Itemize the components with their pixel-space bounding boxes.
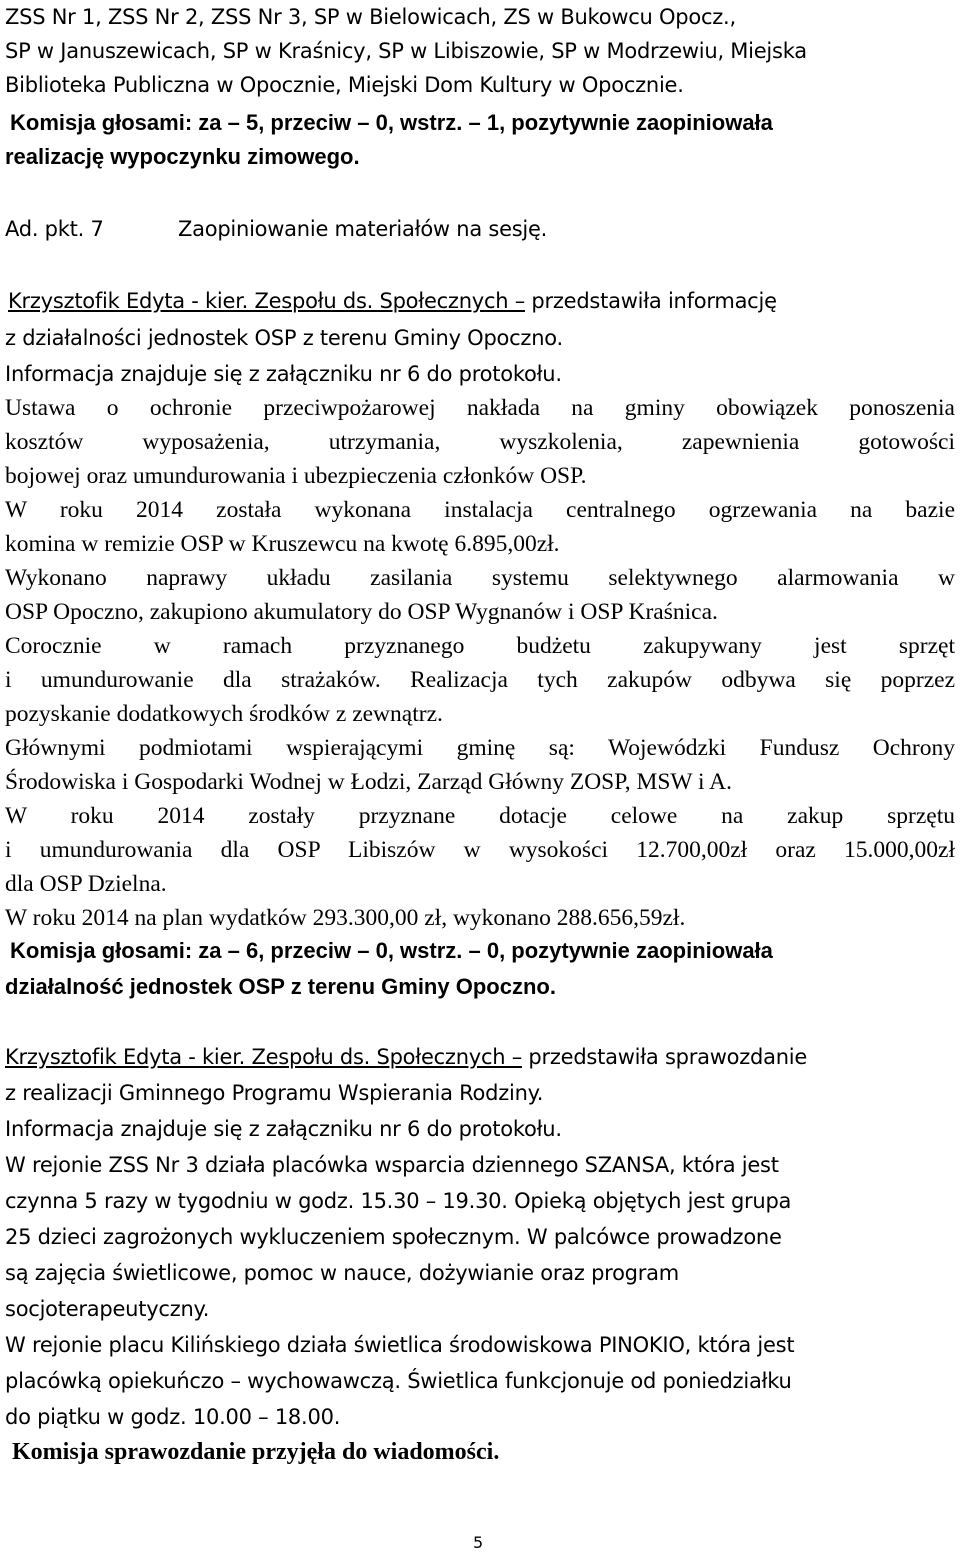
body-line: i umundurowania dla OSP Libiszów w wysokości 12.700,00zł oraz 15.000,00zł bbox=[5, 837, 955, 863]
body-line: do piątku w godz. 10.00 – 18.00. bbox=[5, 1405, 341, 1429]
body-line: Ustawa o ochronie przeciwpożarowej nakłada na gminy obowiązek ponoszenia bbox=[5, 395, 955, 421]
vote-result-line: Komisja głosami: za – 5, przeciw – 0, wstrz. – 1, pozytywnie zaopiniowała bbox=[10, 110, 773, 135]
body-line: placówką opiekuńczo – wychowawczą. Świetlica funkcjonuje od poniedziałku bbox=[5, 1369, 792, 1393]
body-line: W roku 2014 na plan wydatków 293.300,00 zł, wykonano 288.656,59zł. bbox=[5, 905, 686, 931]
body-line: z działalności jednostek OSP z terenu Gminy Opoczno. bbox=[5, 326, 563, 350]
body-line: pozyskanie dodatkowych środków z zewnątrz. bbox=[5, 701, 443, 727]
body-line: Informacja znajduje się z załączniku nr 6 do protokołu. bbox=[5, 1117, 562, 1141]
body-line: kosztów wyposażenia, utrzymania, wyszkolenia, zapewnienia gotowości bbox=[5, 429, 955, 455]
body-line: 25 dzieci zagrożonych wykluczeniem społecznym. W palcówce prowadzone bbox=[5, 1225, 782, 1249]
body-line: Informacja znajduje się z załączniku nr 6 do protokołu. bbox=[5, 362, 562, 386]
body-line: OSP Opoczno, zakupiono akumulatory do OSP Wygnanów i OSP Kraśnica. bbox=[5, 599, 718, 625]
speaker-name: Krzysztofik Edyta - kier. Zespołu ds. Społecznych – bbox=[5, 1045, 522, 1069]
speaker-action: przedstawiła informację bbox=[524, 289, 777, 313]
agenda-label: Ad. pkt. 7 bbox=[5, 217, 104, 241]
body-line: czynna 5 razy w tygodniu w godz. 15.30 – 19.30. Opieką objętych jest grupa bbox=[5, 1189, 792, 1213]
vote-result-line: Komisja głosami: za – 6, przeciw – 0, wstrz. – 0, pozytywnie zaopiniowała bbox=[10, 938, 773, 963]
body-line: socjoterapeutyczny. bbox=[5, 1297, 210, 1321]
body-line: komina w remizie OSP w Kruszewcu na kwotę 6.895,00zł. bbox=[5, 531, 560, 557]
body-line: z realizacji Gminnego Programu Wspierania Rodziny. bbox=[5, 1081, 544, 1105]
body-line: W roku 2014 zostały przyznane dotacje celowe na zakup sprzętu bbox=[5, 803, 955, 829]
body-line: W rejonie ZSS Nr 3 działa placówka wsparcia dziennego SZANSA, która jest bbox=[5, 1153, 779, 1177]
body-line: W roku 2014 została wykonana instalacja centralnego ogrzewania na bazie bbox=[5, 497, 955, 523]
intro-line: ZSS Nr 1, ZSS Nr 2, ZSS Nr 3, SP w Bielowicach, ZS w Bukowcu Opocz., bbox=[5, 5, 736, 29]
speaker-line bbox=[5, 1047, 807, 1068]
speaker-name: Krzysztofik Edyta - kier. Zespołu ds. Społecznych – bbox=[8, 289, 525, 313]
agenda-title: Zaopiniowanie materiałów na sesję. bbox=[178, 217, 548, 241]
intro-line: SP w Januszewicach, SP w Kraśnicy, SP w Libiszowie, SP w Modrzewiu, Miejska bbox=[5, 39, 807, 63]
speaker-line bbox=[8, 291, 777, 312]
body-line: są zajęcia świetlicowe, pomoc w nauce, dożywianie oraz program bbox=[5, 1261, 679, 1285]
page-number: 5 bbox=[473, 1533, 484, 1552]
body-line: Środowiska i Gospodarki Wodnej w Łodzi, Zarząd Główny ZOSP, MSW i A. bbox=[5, 769, 732, 795]
body-line: bojowej oraz umundurowania i ubezpieczenia członków OSP. bbox=[5, 463, 587, 489]
body-line: W rejonie placu Kilińskiego działa świetlica środowiskowa PINOKIO, która jest bbox=[5, 1333, 795, 1357]
body-line: dla OSP Dzielna. bbox=[5, 871, 167, 897]
body-line: Głównymi podmiotami wspierającymi gminę są: Wojewódzki Fundusz Ochrony bbox=[5, 735, 955, 761]
body-line: Corocznie w ramach przyznanego budżetu zakupywany jest sprzęt bbox=[5, 633, 955, 659]
body-line: Wykonano naprawy układu zasilania systemu selektywnego alarmowania w bbox=[5, 565, 955, 591]
vote-result-line: działalność jednostek OSP z terenu Gminy Opoczno. bbox=[5, 974, 556, 999]
vote-result-line: realizację wypoczynku zimowego. bbox=[5, 144, 360, 169]
intro-line: Biblioteka Publiczna w Opocznie, Miejski Dom Kultury w Opocznie. bbox=[5, 73, 684, 97]
body-line: i umundurowanie dla strażaków. Realizacja tych zakupów odbywa się poprzez bbox=[5, 667, 955, 693]
speaker-action: przedstawiła sprawozdanie bbox=[521, 1045, 808, 1069]
conclusion: Komisja sprawozdanie przyjęła do wiadomości. bbox=[12, 1439, 500, 1465]
